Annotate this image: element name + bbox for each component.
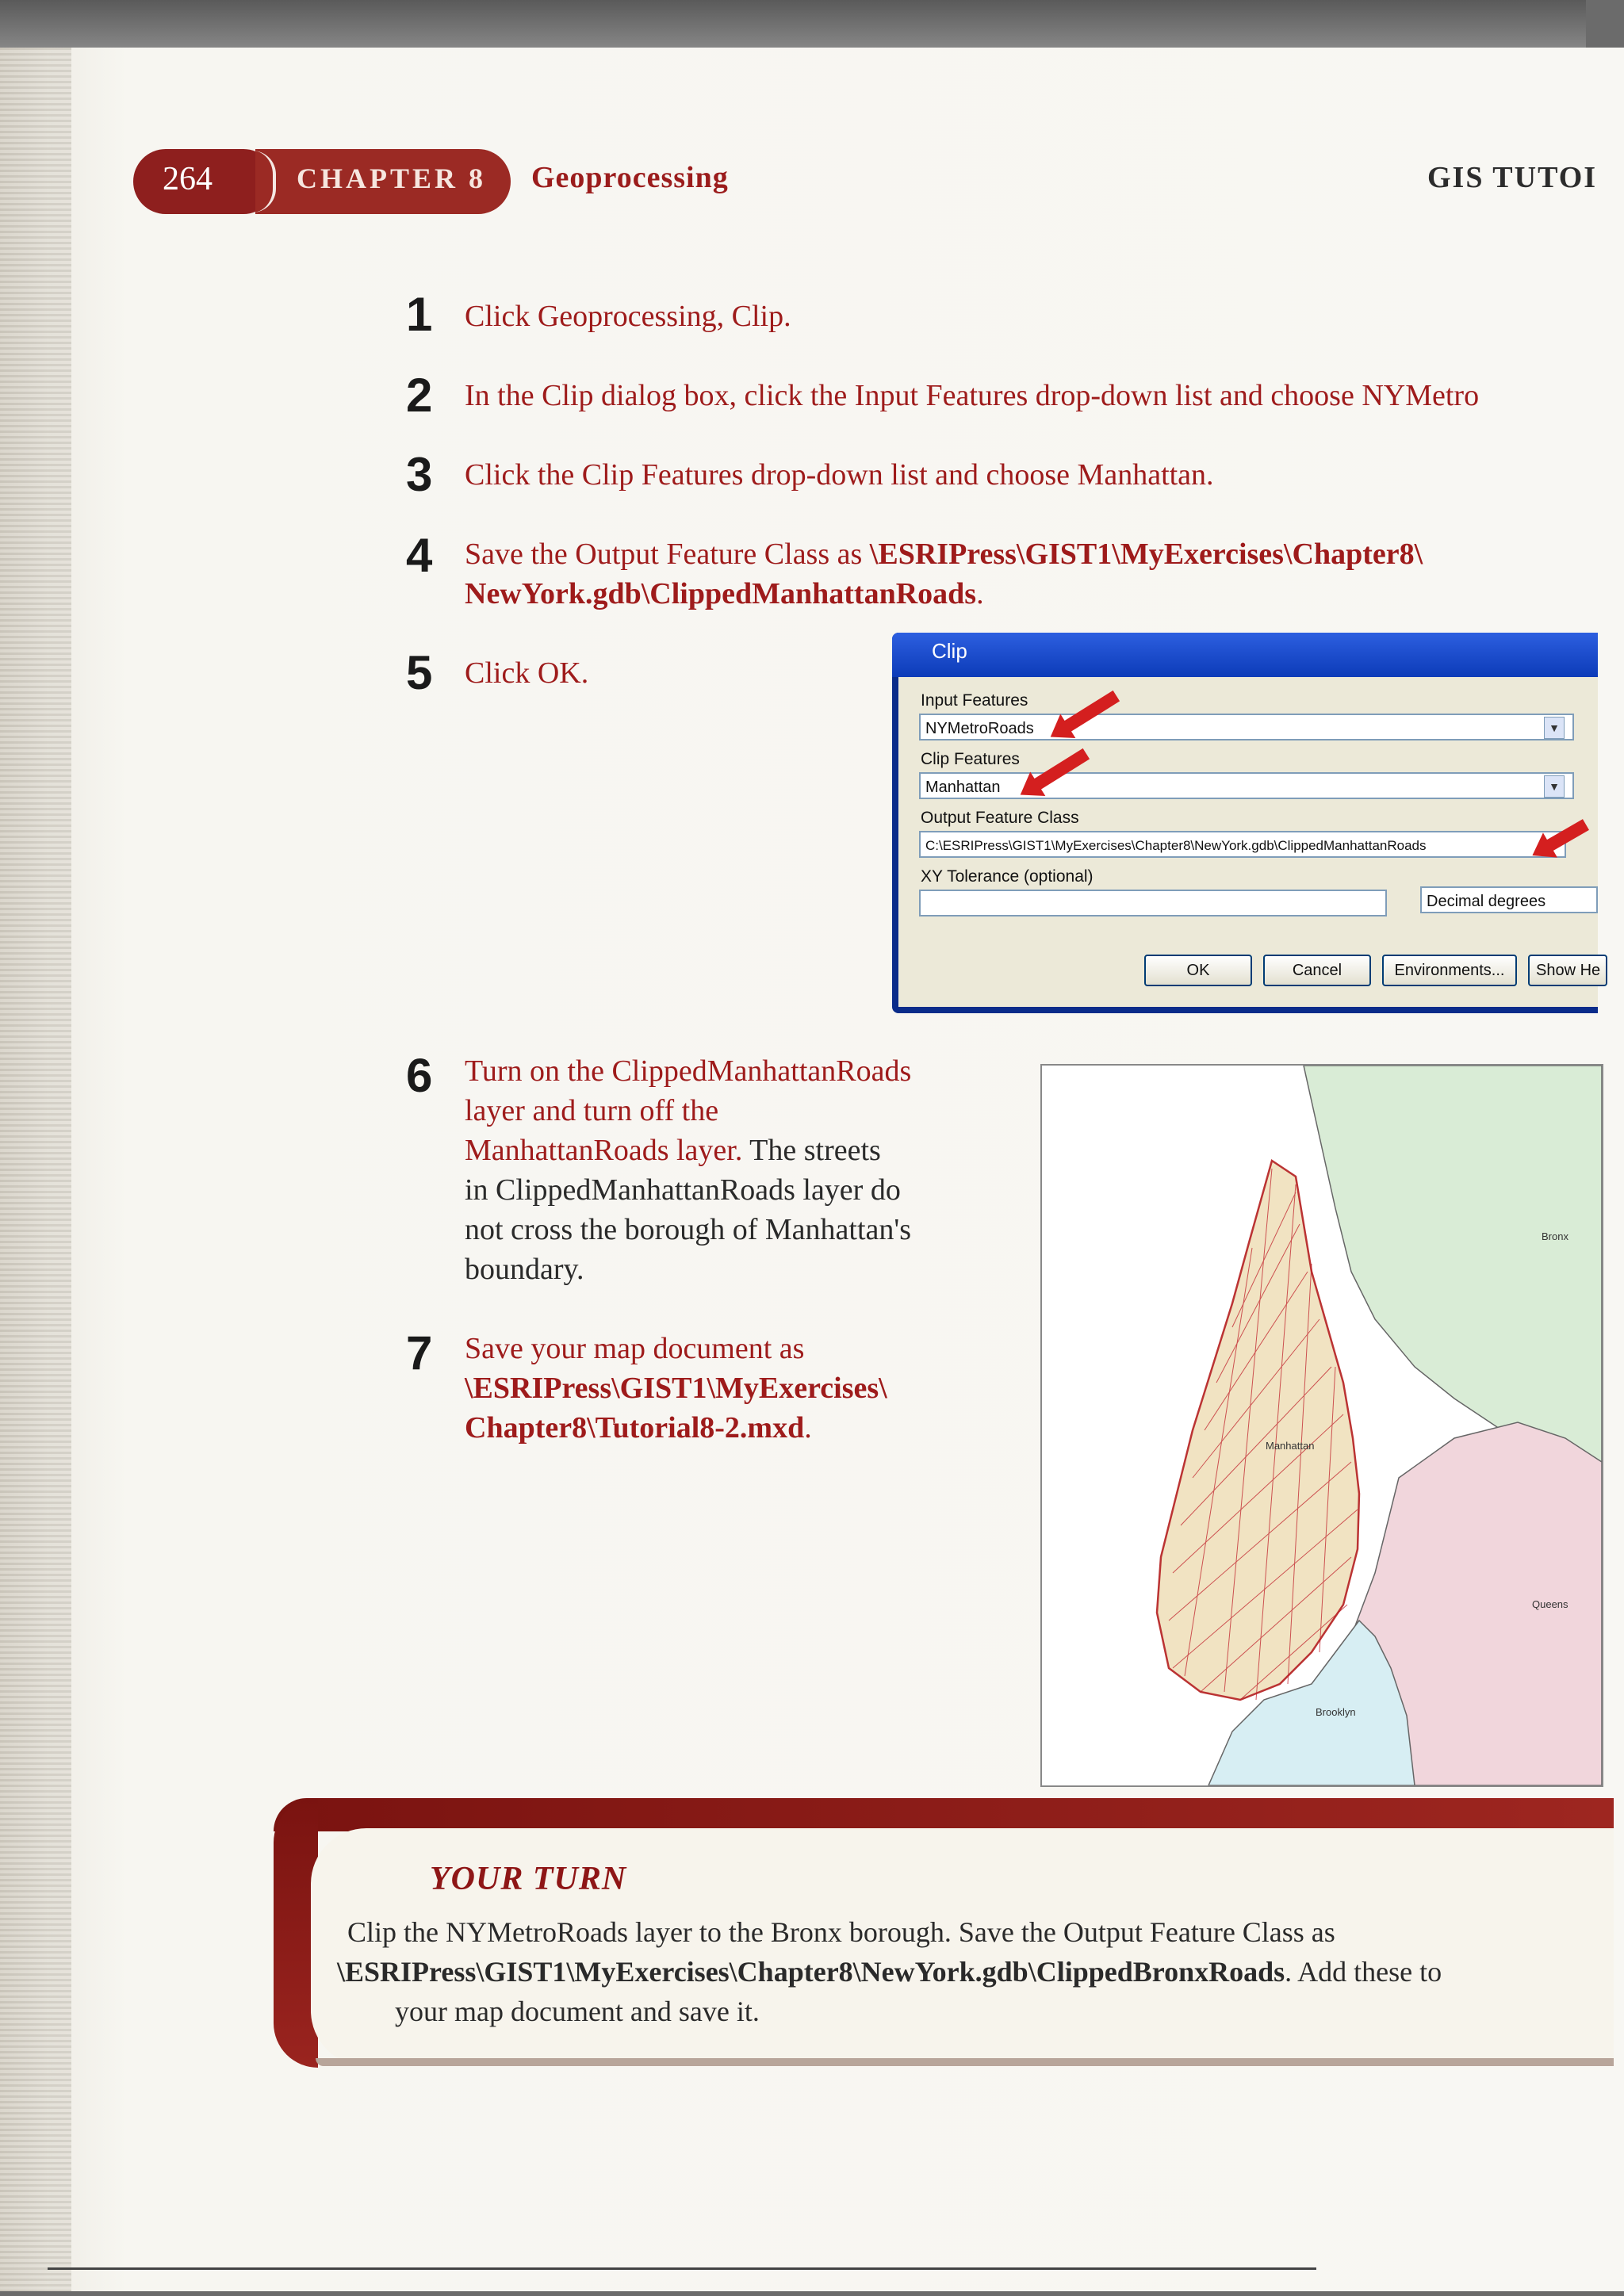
- step-6-line2: layer and turn off the: [465, 1094, 719, 1127]
- step-4-period: .: [976, 577, 984, 610]
- page-bottom-rule: [48, 2267, 1316, 2270]
- step-4-line1: Save the Output Feature Class as: [465, 538, 870, 571]
- output-feature-class-label: Output Feature Class: [921, 809, 1079, 827]
- dialog-title: Clip: [932, 639, 967, 663]
- step-number-7: 7: [406, 1326, 433, 1380]
- input-features-dropdown[interactable]: [919, 714, 1574, 740]
- input-features-value: NYMetroRoads: [925, 720, 1034, 737]
- step-6-text: [465, 1051, 1020, 1289]
- chevron-down-icon[interactable]: ▼: [1544, 775, 1565, 798]
- environments-button[interactable]: Environments...: [1382, 955, 1517, 986]
- scan-top-shadow: [0, 0, 1586, 52]
- step-4-path1: \ESRIPress\GIST1\MyExercises\Chapter8\: [869, 538, 1423, 571]
- clip-features-value: Manhattan: [925, 779, 1001, 796]
- step-6-body-line3: boundary.: [465, 1253, 584, 1286]
- your-turn-line2-end: . Add these to: [1285, 1956, 1442, 1988]
- step-5-text: Click OK.: [465, 656, 589, 690]
- your-turn-path: \ESRIPress\GIST1\MyExercises\Chapter8\NewYork.gdb\ClippedBronxRoads: [337, 1956, 1285, 1988]
- step-6-body-inline: The streets: [742, 1134, 881, 1167]
- your-turn-line1: Clip the NYMetroRoads layer to the Bronx borough. Save the Output Feature Class as: [347, 1916, 1335, 1948]
- step-6-body-line1: in ClippedManhattanRoads layer do: [465, 1173, 901, 1207]
- step-6-body-line2: not cross the borough of Manhattan's: [465, 1213, 912, 1246]
- step-number-5: 5: [406, 646, 433, 699]
- step-number-6: 6: [406, 1049, 433, 1102]
- map-label-manhattan: Manhattan: [1266, 1440, 1315, 1452]
- step-4-text: [465, 534, 1423, 614]
- step-7-path2: Chapter8\Tutorial8-2.mxd: [465, 1411, 805, 1445]
- map-graphic: [1042, 1066, 1602, 1785]
- step-7-line1: Save your map document as: [465, 1332, 805, 1365]
- units-dropdown[interactable]: Decimal degrees: [1420, 886, 1598, 913]
- your-turn-title: YOUR TURN: [430, 1861, 627, 1897]
- dialog-titlebar[interactable]: [892, 633, 1598, 677]
- step-2-text: In the Clip dialog box, click the Input Features drop-down list and choose NYMetro: [465, 379, 1480, 412]
- chevron-down-icon[interactable]: ▼: [1544, 717, 1565, 739]
- cancel-button[interactable]: Cancel: [1263, 955, 1371, 986]
- step-6-line1: Turn on the ClippedManhattanRoads: [465, 1054, 912, 1088]
- map-label-queens: Queens: [1532, 1598, 1568, 1610]
- page-binding-edge: [0, 48, 71, 2291]
- map-label-bronx: Bronx: [1542, 1230, 1568, 1242]
- running-head: GIS TUTOI: [1427, 161, 1598, 194]
- xy-tolerance-label: XY Tolerance (optional): [921, 867, 1094, 886]
- step-7-path1: \ESRIPress\GIST1\MyExercises\: [465, 1372, 887, 1405]
- input-features-label: Input Features: [921, 691, 1028, 710]
- your-turn-band: [274, 1798, 1614, 1831]
- clip-features-label: Clip Features: [921, 750, 1020, 768]
- your-turn-line2: [337, 1952, 1442, 1992]
- page-number: 264: [163, 161, 213, 197]
- step-4-path2: NewYork.gdb\ClippedManhattanRoads: [465, 577, 977, 610]
- clip-dialog: [892, 633, 1601, 1013]
- step-number-4: 4: [406, 529, 433, 582]
- step-number-1: 1: [406, 288, 433, 341]
- map-label-brooklyn: Brooklyn: [1316, 1706, 1356, 1718]
- manhattan-map: [1040, 1064, 1603, 1787]
- chapter-label: CHAPTER 8: [297, 163, 487, 194]
- ok-button[interactable]: OK: [1144, 955, 1252, 986]
- show-help-button[interactable]: Show He: [1528, 955, 1607, 986]
- step-number-3: 3: [406, 448, 433, 501]
- xy-tolerance-input[interactable]: [919, 890, 1387, 916]
- your-turn-shadow: [316, 2058, 1614, 2066]
- step-3-text: Click the Clip Features drop-down list and choose Manhattan.: [465, 458, 1214, 492]
- step-7-text: [465, 1329, 887, 1448]
- step-6-line3: ManhattanRoads layer.: [465, 1134, 743, 1167]
- step-1-text: Click Geoprocessing, Clip.: [465, 300, 791, 333]
- section-title: Geoprocessing: [531, 161, 729, 194]
- dialog-body: [898, 677, 1601, 1007]
- your-turn-line3: your map document and save it.: [395, 1996, 760, 2027]
- step-number-2: 2: [406, 369, 433, 422]
- step-7-period: .: [804, 1411, 812, 1445]
- output-feature-class-input[interactable]: C:\ESRIPress\GIST1\MyExercises\Chapter8\NewYork.gdb\ClippedManhattanRoads: [919, 831, 1566, 858]
